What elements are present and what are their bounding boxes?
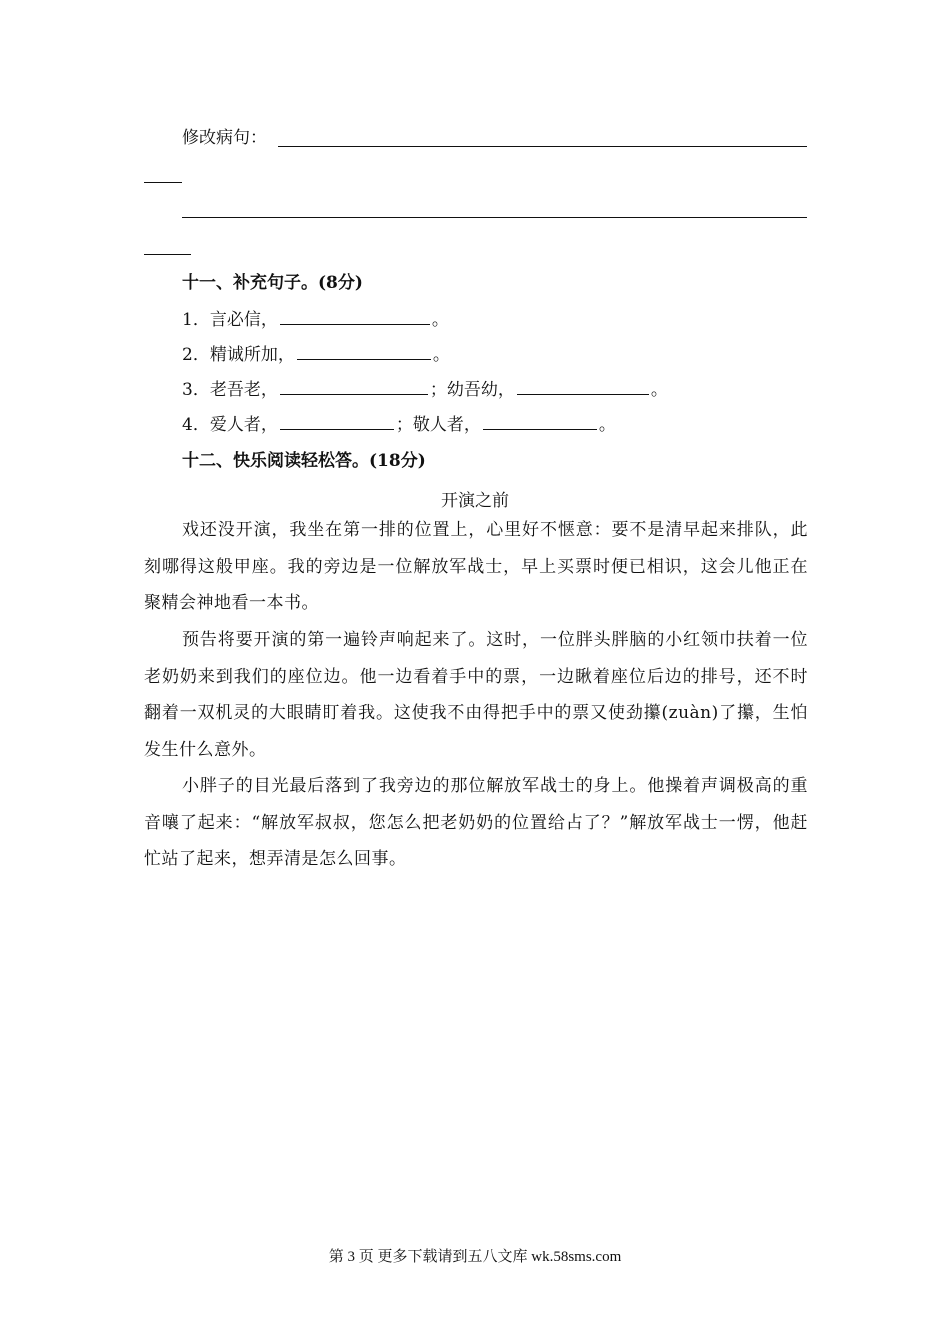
item-number: 4．	[182, 415, 210, 435]
answer-line	[144, 182, 182, 183]
section12-heading: 十二、快乐阅读轻松答。(18分)	[182, 451, 426, 471]
answer-blank	[297, 343, 431, 360]
fill-item-2	[182, 343, 450, 366]
answer-line	[182, 217, 807, 218]
item-number: 2．	[182, 345, 210, 365]
item-number: 1．	[182, 310, 210, 330]
correction-label: 修改病句：	[182, 128, 267, 148]
fill-item-3	[182, 378, 668, 401]
page-footer: 第 3 页 更多下载请到五八文库 wk.58sms.com	[328, 1249, 622, 1265]
item-end: 。	[431, 310, 449, 330]
article-paragraph: 戏还没开演，我坐在第一排的位置上，心里好不惬意：要不是清早起来排队，此刻哪得这般甲座。我的旁边是一位解放军战士，早上买票时便已相识，这会儿他正在聚精会神地看一本书。	[144, 520, 808, 613]
fill-item-4	[182, 413, 616, 436]
section11-heading: 十一、补充句子。(8分)	[182, 273, 363, 293]
item-end: 。	[598, 415, 616, 435]
item-prompt: 言必信，	[209, 310, 278, 330]
answer-blank	[517, 378, 649, 395]
item-mid: ；幼吾幼，	[429, 380, 515, 400]
item-end: 。	[650, 380, 668, 400]
item-prompt: 精诚所加，	[209, 345, 295, 365]
item-prompt: 老吾老，	[209, 380, 278, 400]
item-mid: ；敬人者，	[395, 415, 481, 435]
article-paragraph: 预告将要开演的第一遍铃声响起来了。这时，一位胖头胖脑的小红领巾扶着一位老奶奶来到我们的座位边。他一边看着手中的票，一边瞅着座位后边的排号，还不时翻着一双机灵的大眼睛盯着我。这使我不由得把手中的票又使劲攥(zuàn)了攥，生怕发生什么意外。	[144, 630, 808, 760]
answer-blank	[280, 413, 394, 430]
article-title: 开演之前	[441, 491, 509, 511]
article-paragraph: 小胖子的目光最后落到了我旁边的那位解放军战士的身上。他操着声调极高的重音嚷了起来：“解放军叔叔，您怎么把老奶奶的位置给占了？”解放军战士一愣，他赶忙站了起来，想弄清是怎么回事。	[144, 776, 808, 869]
item-number: 3．	[182, 380, 210, 400]
answer-blank	[280, 308, 430, 325]
answer-blank	[483, 413, 597, 430]
answer-blank	[280, 378, 428, 395]
fill-item-1	[182, 308, 449, 331]
item-end: 。	[432, 345, 450, 365]
item-prompt: 爱人者，	[209, 415, 278, 435]
answer-line	[278, 146, 807, 147]
answer-line	[144, 254, 191, 255]
